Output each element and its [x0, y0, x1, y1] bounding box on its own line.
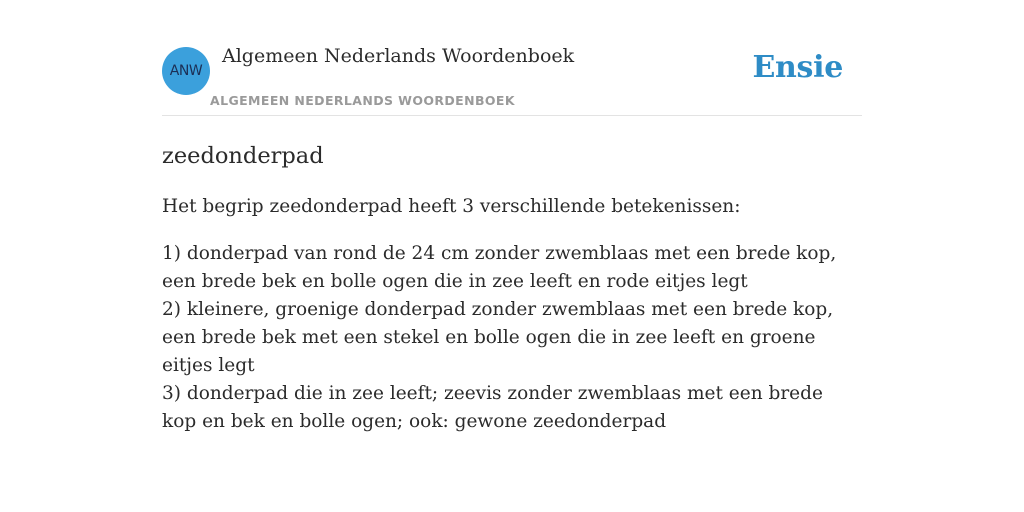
- definition-item: 2) kleinere, groenige donderpad zonder zwemblaas met een brede kop, een brede bek met een stekel en bolle ogen die in zee leeft en groene eitjes legt: [162, 299, 834, 376]
- definition-list: [162, 240, 862, 436]
- entry-word: zeedonderpad: [162, 143, 324, 169]
- site-subtitle: ALGEMEEN NEDERLANDS WOORDENBOEK: [210, 93, 515, 108]
- entry-intro: Het begrip zeedonderpad heeft 3 verschillende betekenissen:: [162, 196, 741, 217]
- header: [162, 0, 862, 116]
- ensie-brand-logo[interactable]: Ensie: [752, 50, 843, 85]
- page: [162, 0, 862, 436]
- definition-item: 1) donderpad van rond de 24 cm zonder zwemblaas met een brede kop, een brede bek en bolle ogen die in zee leeft en rode eitjes legt: [162, 243, 837, 292]
- definition-item: 3) donderpad die in zee leeft; zeevis zonder zwemblaas met een brede kop en bek en bolle ogen; ook: gewone zeedonderpad: [162, 383, 823, 432]
- entry-content: [162, 142, 862, 436]
- anw-logo[interactable]: ANW: [162, 47, 210, 95]
- site-title[interactable]: Algemeen Nederlands Woordenboek: [222, 45, 575, 67]
